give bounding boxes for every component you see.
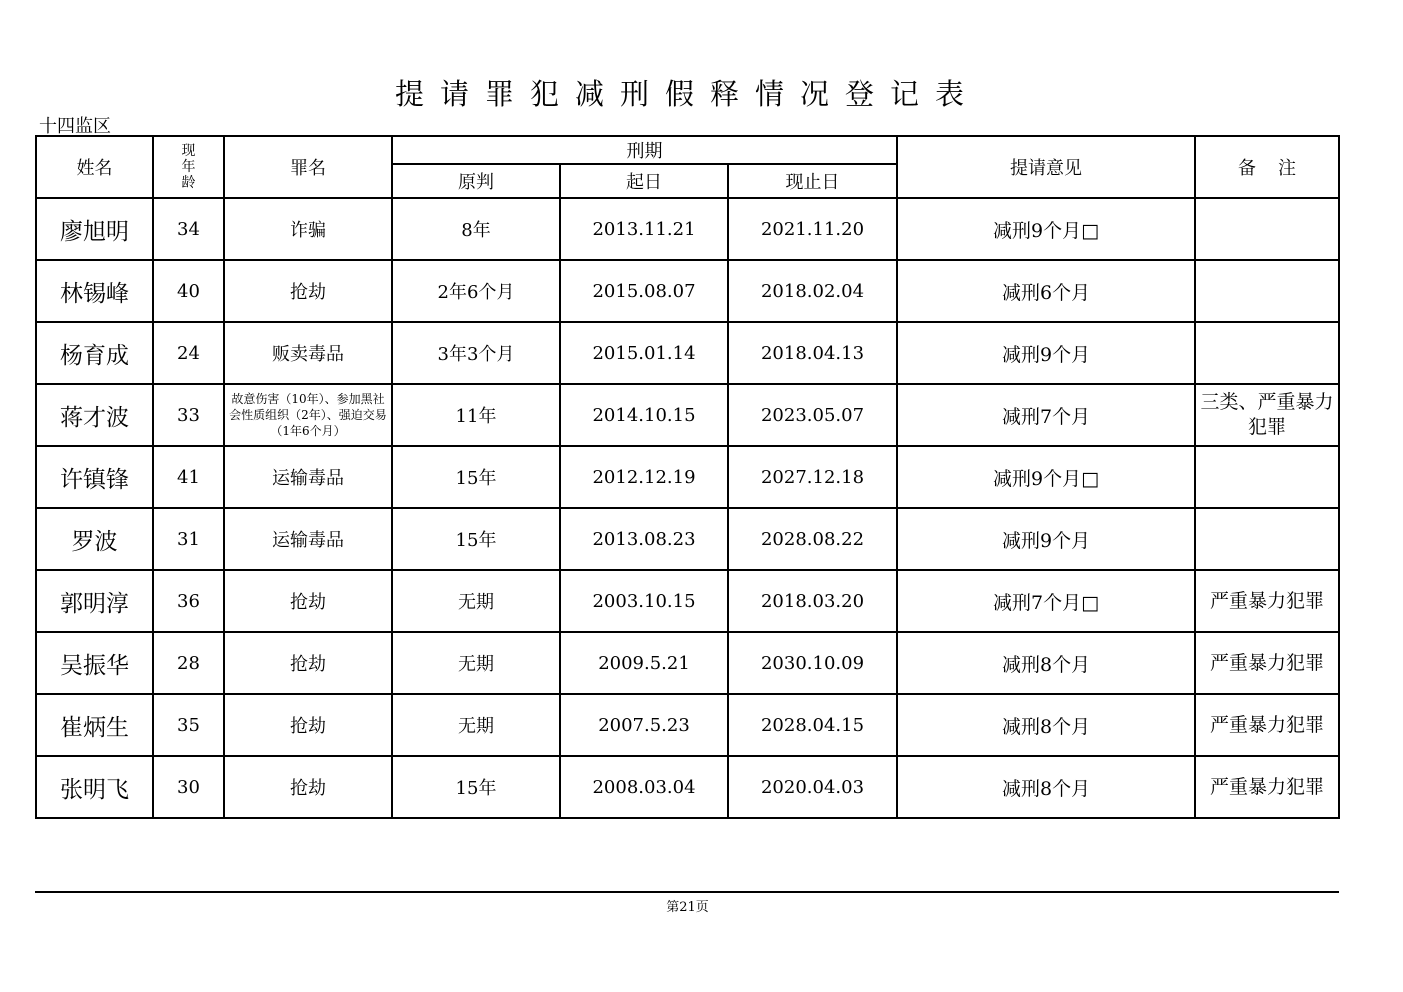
cell-opinion: 减刑7个月□ <box>897 570 1195 632</box>
cell-age: 40 <box>153 260 224 322</box>
cell-note: 严重暴力犯罪 <box>1195 570 1339 632</box>
table-row <box>36 198 1339 260</box>
cell-start-date: 2012.12.19 <box>560 446 728 508</box>
cell-crime: 抢劫 <box>224 632 392 694</box>
cell-crime: 贩卖毒品 <box>224 322 392 384</box>
cell-name: 郭明淳 <box>36 570 153 632</box>
cell-end-date: 2028.08.22 <box>728 508 897 570</box>
cell-age: 41 <box>153 446 224 508</box>
cell-age: 36 <box>153 570 224 632</box>
page-number: 第21页 <box>666 900 709 915</box>
cell-sentence: 3年3个月 <box>392 322 560 384</box>
cell-end-date: 2018.02.04 <box>728 260 897 322</box>
cell-end-date: 2018.03.20 <box>728 570 897 632</box>
cell-opinion: 减刑9个月 <box>897 322 1195 384</box>
table-row <box>36 508 1339 570</box>
table-row <box>36 446 1339 508</box>
cell-opinion: 减刑9个月□ <box>897 198 1195 260</box>
cell-end-date: 2030.10.09 <box>728 632 897 694</box>
cell-age: 30 <box>153 756 224 818</box>
cell-name: 林锡峰 <box>36 260 153 322</box>
cell-opinion: 减刑9个月□ <box>897 446 1195 508</box>
cell-note: 严重暴力犯罪 <box>1195 632 1339 694</box>
cell-opinion: 减刑8个月 <box>897 632 1195 694</box>
cell-name: 廖旭明 <box>36 198 153 260</box>
cell-opinion: 减刑6个月 <box>897 260 1195 322</box>
unit-label: 十四监区 <box>39 116 111 137</box>
cell-age: 28 <box>153 632 224 694</box>
cell-note: 严重暴力犯罪 <box>1195 694 1339 756</box>
cell-crime: 抢劫 <box>224 570 392 632</box>
header-age: 现 年 龄 <box>153 136 224 198</box>
cell-sentence: 无期 <box>392 694 560 756</box>
cell-start-date: 2007.5.23 <box>560 694 728 756</box>
cell-end-date: 2018.04.13 <box>728 322 897 384</box>
cell-end-date: 2023.05.07 <box>728 384 897 446</box>
header-term: 刑期 <box>392 136 897 164</box>
cell-age: 24 <box>153 322 224 384</box>
cell-start-date: 2009.5.21 <box>560 632 728 694</box>
cell-name: 许镇锋 <box>36 446 153 508</box>
cell-age: 34 <box>153 198 224 260</box>
cell-sentence: 15年 <box>392 508 560 570</box>
cell-name: 罗波 <box>36 508 153 570</box>
cell-sentence: 2年6个月 <box>392 260 560 322</box>
cell-start-date: 2003.10.15 <box>560 570 728 632</box>
cell-name: 蒋才波 <box>36 384 153 446</box>
header-start: 起日 <box>560 164 728 198</box>
table-body <box>36 198 1339 818</box>
cell-start-date: 2013.08.23 <box>560 508 728 570</box>
cell-crime: 抢劫 <box>224 694 392 756</box>
cell-end-date: 2028.04.15 <box>728 694 897 756</box>
cell-opinion: 减刑8个月 <box>897 694 1195 756</box>
table-row <box>36 570 1339 632</box>
table-row <box>36 694 1339 756</box>
header-end: 现止日 <box>728 164 897 198</box>
cell-note: 三类、严重暴力犯罪 <box>1195 384 1339 446</box>
cell-note <box>1195 508 1339 570</box>
cell-crime: 抢劫 <box>224 756 392 818</box>
cell-end-date: 2021.11.20 <box>728 198 897 260</box>
cell-start-date: 2015.01.14 <box>560 322 728 384</box>
header-crime: 罪名 <box>224 136 392 198</box>
cell-crime: 诈骗 <box>224 198 392 260</box>
cell-end-date: 2020.04.03 <box>728 756 897 818</box>
table-row <box>36 260 1339 322</box>
cell-name: 崔炳生 <box>36 694 153 756</box>
cell-name: 张明飞 <box>36 756 153 818</box>
header-note: 备注 <box>1195 136 1339 198</box>
cell-age: 31 <box>153 508 224 570</box>
cell-note <box>1195 322 1339 384</box>
cell-start-date: 2015.08.07 <box>560 260 728 322</box>
cell-crime: 抢劫 <box>224 260 392 322</box>
cell-opinion: 减刑9个月 <box>897 508 1195 570</box>
cell-note <box>1195 260 1339 322</box>
cell-sentence: 11年 <box>392 384 560 446</box>
cell-name: 杨育成 <box>36 322 153 384</box>
cell-note: 严重暴力犯罪 <box>1195 756 1339 818</box>
cell-age: 33 <box>153 384 224 446</box>
cell-crime: 运输毒品 <box>224 446 392 508</box>
cell-sentence: 无期 <box>392 570 560 632</box>
cell-sentence: 无期 <box>392 632 560 694</box>
cell-name: 吴振华 <box>36 632 153 694</box>
footer-divider <box>35 891 1339 893</box>
cell-sentence: 15年 <box>392 756 560 818</box>
cell-sentence: 15年 <box>392 446 560 508</box>
table-row <box>36 756 1339 818</box>
header-name: 姓名 <box>36 136 153 198</box>
cell-age: 35 <box>153 694 224 756</box>
document-title: 提请罪犯减刑假释情况登记表 <box>394 77 980 111</box>
cell-start-date: 2014.10.15 <box>560 384 728 446</box>
cell-opinion: 减刑7个月 <box>897 384 1195 446</box>
cell-opinion: 减刑8个月 <box>897 756 1195 818</box>
header-opinion: 提请意见 <box>897 136 1195 198</box>
cell-end-date: 2027.12.18 <box>728 446 897 508</box>
table-row <box>36 384 1339 446</box>
table-row <box>36 322 1339 384</box>
cell-sentence: 8年 <box>392 198 560 260</box>
header-original: 原判 <box>392 164 560 198</box>
cell-note <box>1195 198 1339 260</box>
cell-note <box>1195 446 1339 508</box>
cell-start-date: 2013.11.21 <box>560 198 728 260</box>
register-table <box>35 135 1340 819</box>
table-row <box>36 632 1339 694</box>
cell-start-date: 2008.03.04 <box>560 756 728 818</box>
cell-crime: 故意伤害（10年）、参加黑社会性质组织（2年）、强迫交易（1年6个月） <box>224 384 392 446</box>
cell-crime: 运输毒品 <box>224 508 392 570</box>
